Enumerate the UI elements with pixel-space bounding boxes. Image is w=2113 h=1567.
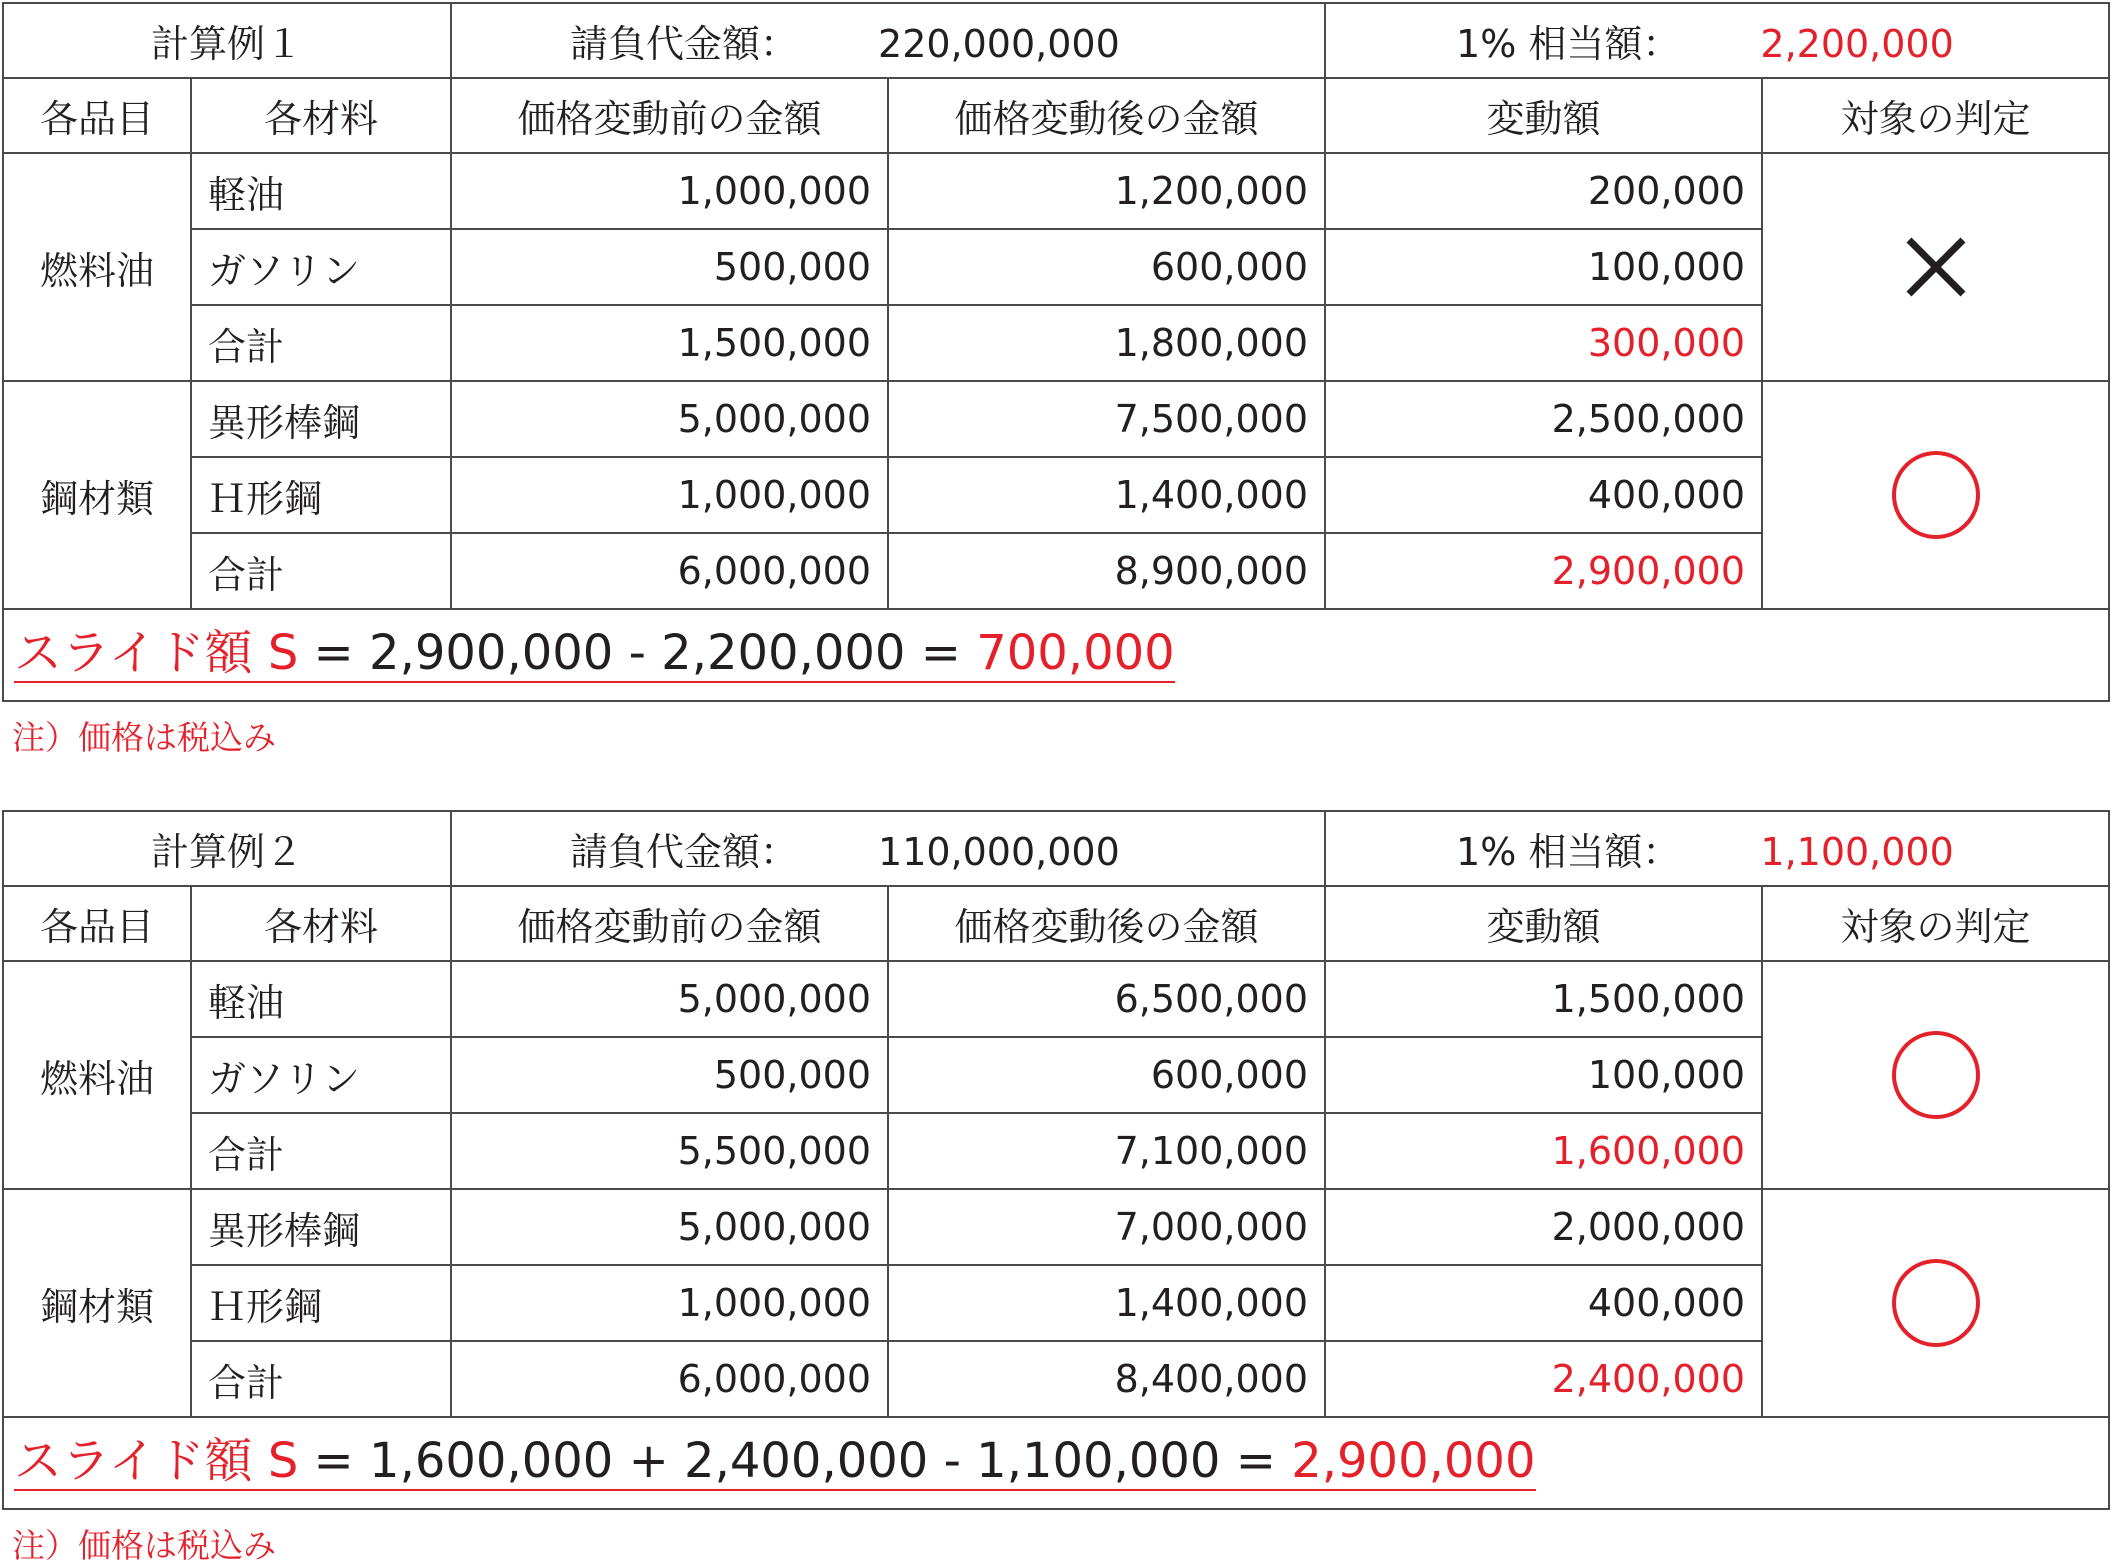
after-cell: 1,800,000 [888, 305, 1325, 381]
formula-expression: = 2,900,000 - 2,200,000 = [298, 624, 977, 681]
change-total-cell: 2,900,000 [1325, 533, 1762, 609]
judgment-cell [1762, 961, 2109, 1189]
total-label: 合計 [191, 1113, 451, 1189]
judgment-cell [1762, 381, 2109, 609]
material-cell: 軽油 [191, 153, 451, 229]
table-row [3, 381, 2109, 457]
header-row [3, 886, 2109, 961]
header-judgment: 対象の判定 [1762, 78, 2109, 153]
contract-amount-value: 110,000,000 [878, 830, 1120, 874]
formula-row [3, 609, 2109, 701]
change-cell: 400,000 [1325, 1265, 1762, 1341]
calc-table [2, 2, 2110, 702]
header-category: 各品目 [3, 886, 191, 961]
before-cell: 5,000,000 [451, 961, 888, 1037]
before-cell: 500,000 [451, 229, 888, 305]
contract-amount-value: 220,000,000 [878, 22, 1120, 66]
example-title: 計算例１ [3, 3, 451, 78]
one-percent-cell [1325, 811, 2109, 886]
example-title: 計算例２ [3, 811, 451, 886]
change-total-cell: 300,000 [1325, 305, 1762, 381]
calc-example-1 [2, 2, 2108, 759]
total-label: 合計 [191, 1341, 451, 1417]
before-cell: 5,000,000 [451, 1189, 888, 1265]
one-percent-label: 1% 相当額： [1456, 22, 1681, 66]
header-before: 価格変動前の金額 [451, 78, 888, 153]
after-cell: 7,000,000 [888, 1189, 1325, 1265]
contract-amount-cell [451, 811, 1325, 886]
judgment-cell [1762, 1189, 2109, 1417]
circle-mark-icon [1888, 447, 1984, 543]
header-category: 各品目 [3, 78, 191, 153]
total-label: 合計 [191, 533, 451, 609]
before-cell: 1,000,000 [451, 1265, 888, 1341]
material-cell: ガソリン [191, 1037, 451, 1113]
after-cell: 8,900,000 [888, 533, 1325, 609]
header-judgment: 対象の判定 [1762, 886, 2109, 961]
total-label: 合計 [191, 305, 451, 381]
after-cell: 600,000 [888, 229, 1325, 305]
change-cell: 200,000 [1325, 153, 1762, 229]
change-total-cell: 1,600,000 [1325, 1113, 1762, 1189]
header-change: 変動額 [1325, 886, 1762, 961]
table-row [3, 1189, 2109, 1265]
tax-note: 注）価格は税込み [12, 718, 276, 757]
table-row [3, 153, 2109, 229]
summary-row [3, 3, 2109, 78]
category-cell: 燃料油 [3, 961, 191, 1189]
material-cell: 異形棒鋼 [191, 381, 451, 457]
formula-row [3, 1417, 2109, 1509]
one-percent-label: 1% 相当額： [1456, 830, 1681, 874]
after-cell: 600,000 [888, 1037, 1325, 1113]
after-cell: 7,100,000 [888, 1113, 1325, 1189]
change-cell: 2,500,000 [1325, 381, 1762, 457]
header-material: 各材料 [191, 78, 451, 153]
category-cell: 鋼材類 [3, 381, 191, 609]
after-cell: 7,500,000 [888, 381, 1325, 457]
category-cell: 鋼材類 [3, 1189, 191, 1417]
contract-amount-label: 請負代金額： [570, 22, 799, 66]
judgment-cell [1762, 153, 2109, 381]
contract-amount-label: 請負代金額： [570, 830, 799, 874]
header-material: 各材料 [191, 886, 451, 961]
before-cell: 6,000,000 [451, 533, 888, 609]
change-cell: 400,000 [1325, 457, 1762, 533]
before-cell: 1,500,000 [451, 305, 888, 381]
header-row [3, 78, 2109, 153]
one-percent-cell [1325, 3, 2109, 78]
one-percent-value: 2,200,000 [1760, 22, 1954, 66]
material-cell: ガソリン [191, 229, 451, 305]
header-before: 価格変動前の金額 [451, 886, 888, 961]
formula-result: 700,000 [976, 624, 1175, 681]
before-cell: 500,000 [451, 1037, 888, 1113]
tax-note: 注）価格は税込み [12, 1526, 276, 1565]
before-cell: 1,000,000 [451, 457, 888, 533]
formula-label: スライド額 S [14, 1432, 299, 1489]
after-cell: 1,400,000 [888, 457, 1325, 533]
change-cell: 2,000,000 [1325, 1189, 1762, 1265]
formula-expression: = 1,600,000 + 2,400,000 - 1,100,000 = [298, 1432, 1292, 1489]
cross-mark-icon [1901, 232, 1971, 302]
table-row [3, 961, 2109, 1037]
change-cell: 100,000 [1325, 1037, 1762, 1113]
header-after: 価格変動後の金額 [888, 886, 1325, 961]
contract-amount-cell [451, 3, 1325, 78]
header-change: 変動額 [1325, 78, 1762, 153]
header-after: 価格変動後の金額 [888, 78, 1325, 153]
category-cell: 燃料油 [3, 153, 191, 381]
formula-label: スライド額 S [14, 624, 299, 681]
formula-cell [3, 1417, 2109, 1509]
before-cell: 5,000,000 [451, 381, 888, 457]
formula-result: 2,900,000 [1291, 1432, 1536, 1489]
material-cell: 異形棒鋼 [191, 1189, 451, 1265]
slide-formula [14, 1432, 1536, 1492]
before-cell: 1,000,000 [451, 153, 888, 229]
after-cell: 6,500,000 [888, 961, 1325, 1037]
circle-mark-icon [1888, 1027, 1984, 1123]
formula-cell [3, 609, 2109, 701]
change-cell: 1,500,000 [1325, 961, 1762, 1037]
before-cell: 6,000,000 [451, 1341, 888, 1417]
material-cell: Ｈ形鋼 [191, 1265, 451, 1341]
change-total-cell: 2,400,000 [1325, 1341, 1762, 1417]
after-cell: 1,200,000 [888, 153, 1325, 229]
slide-formula [14, 624, 1175, 684]
calc-table [2, 810, 2110, 1510]
one-percent-value: 1,100,000 [1760, 830, 1954, 874]
material-cell: 軽油 [191, 961, 451, 1037]
circle-mark-icon [1888, 1255, 1984, 1351]
change-cell: 100,000 [1325, 229, 1762, 305]
material-cell: Ｈ形鋼 [191, 457, 451, 533]
after-cell: 8,400,000 [888, 1341, 1325, 1417]
calc-example-2 [2, 810, 2108, 1567]
before-cell: 5,500,000 [451, 1113, 888, 1189]
summary-row [3, 811, 2109, 886]
after-cell: 1,400,000 [888, 1265, 1325, 1341]
